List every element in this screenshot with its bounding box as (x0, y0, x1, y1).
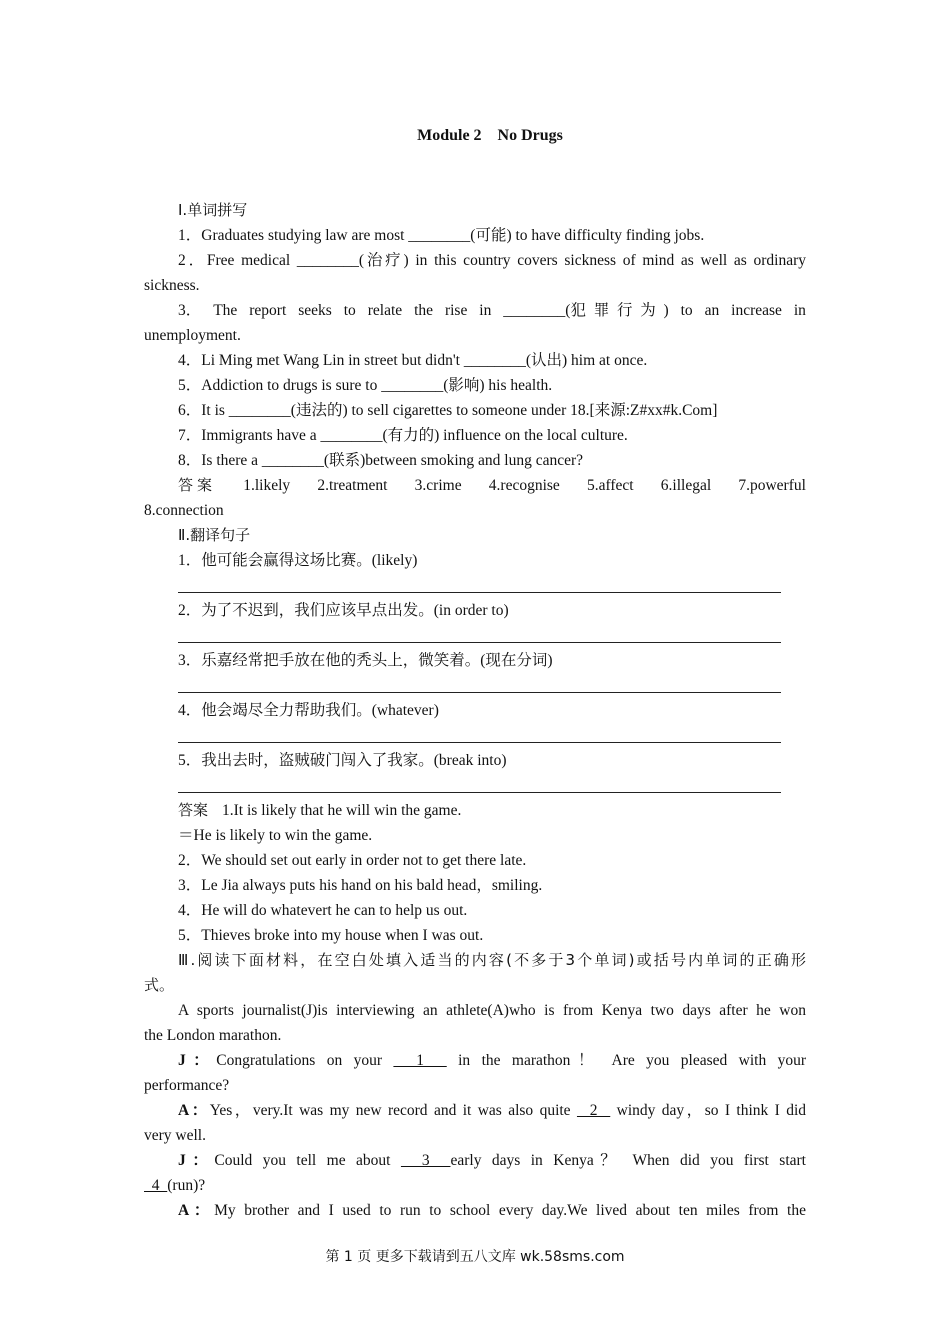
s3-dialogue-j2: J：Could you tell me about 3 early days in Kenya？ When did you first start (178, 1152, 806, 1169)
s1-question-8: 8．Is there a ________(联系)between smoking and lung cancer? (178, 452, 584, 469)
blank-3: 3 (400, 1152, 451, 1169)
speaker-label: J： (178, 1152, 215, 1169)
answer-blank-line (144, 773, 806, 798)
q3-word: rise (444, 302, 468, 319)
s3-dialogue-a2: A：My brother and I used to run to school every day.We lived about ten miles from the (178, 1202, 806, 1219)
answer-item: 1.likely (243, 477, 291, 494)
s3-dialogue-a1: A：Yes，very.It was my new record and it was also quite 2 windy day，so I think I did (178, 1102, 806, 1119)
s3-dialogue-j1-cont: performance? (144, 1077, 230, 1094)
answer-item: 4.recognise (488, 477, 560, 494)
s2-answer-1 (144, 798, 806, 823)
s3-dialogue-a1-cont: very well. (144, 1127, 206, 1144)
s2-question-1: 1．他可能会赢得这场比赛。(likely) (178, 552, 418, 569)
q3-word: seeks (298, 302, 332, 319)
s2-answer-1-alt: ＝He is likely to win the game. (178, 827, 373, 844)
q3-word: increase (731, 302, 782, 319)
s1-question-2-cont: sickness. (144, 277, 200, 294)
q3-blank-hint: ________(犯罪行为) (503, 302, 669, 319)
s1-answers-cont: 8.connection (144, 502, 224, 519)
answer-item: 3.crime (414, 477, 462, 494)
s1-question-3 (144, 298, 806, 323)
s1-question-3-cont: unemployment. (144, 327, 241, 344)
answer-blank-line (144, 573, 806, 598)
answer-item: 6.illegal (660, 477, 712, 494)
q3-word: report (249, 302, 287, 319)
s2-answer-5: 5．Thieves broke into my house when I was out. (178, 927, 484, 944)
s3-dialogue-j1: J：Congratulations on your 1 in the marathon！ Are you pleased with your (178, 1052, 806, 1069)
speaker-label: A： (178, 1202, 215, 1219)
answer-blank-line (144, 673, 806, 698)
s2-answer-2: 2．We should set out early in order not to get there late. (178, 852, 527, 869)
blank-2: 2 (576, 1102, 611, 1119)
section-1-heading: Ⅰ.单词拼写 (178, 201, 248, 219)
title-module: Module 2 (417, 127, 482, 144)
s2-question-5: 5．我出去时，盗贼破门闯入了我家。(break into) (178, 752, 507, 769)
s2-question-3: 3．乐嘉经常把手放在他的秃头上，微笑着。(现在分词) (178, 652, 553, 669)
speaker-label: A： (178, 1102, 210, 1119)
q3-word: to (680, 302, 693, 319)
q3-word: to (343, 302, 356, 319)
q3-word: the (414, 302, 434, 319)
section-2-heading: Ⅱ.翻译句子 (178, 526, 251, 544)
answer-blank-line (144, 723, 806, 748)
s3-intro-cont: the London marathon. (144, 1027, 282, 1044)
answer-item: 2.treatment (317, 477, 388, 494)
section-3-heading: Ⅲ.阅读下面材料，在空白处填入适当的内容(不多于3个单词)或括号内单词的正确形 (178, 951, 806, 969)
blank-4: 4 (144, 1177, 168, 1194)
s1-question-5: 5．Addiction to drugs is sure to ________(影响) his health. (178, 377, 553, 394)
answer-item: 5.affect (586, 477, 634, 494)
s1-answers (144, 473, 806, 498)
answer-label: 答案 (178, 801, 209, 819)
answer-blank-line (144, 623, 806, 648)
s2-answer-3: 3．Le Jia always puts his hand on his bald head，smiling. (178, 877, 543, 894)
title-topic: No Drugs (497, 127, 563, 144)
s3-dialogue-j2-cont: 4 (run)? (144, 1177, 206, 1194)
answer-text: 1.It is likely that he will win the game. (222, 802, 462, 819)
q3-word: relate (367, 302, 403, 319)
s1-question-4: 4．Li Ming met Wang Lin in street but didn't ________(认出) him at once. (178, 352, 648, 369)
s3-intro: A sports journalist(J)is interviewing an athlete(A)who is from Kenya two days after he won (178, 1002, 806, 1019)
document-body (144, 198, 806, 1223)
s2-question-2: 2．为了不迟到，我们应该早点出发。(in order to) (178, 602, 509, 619)
page-footer: 第 1 页 更多下载请到五八文库 wk.58sms.com (325, 1249, 625, 1265)
s2-answer-4: 4．He will do whatevert he can to help us out. (178, 902, 468, 919)
s2-question-4: 4．他会竭尽全力帮助我们。(whatever) (178, 702, 439, 719)
q3-word: an (704, 302, 720, 319)
section-3-heading-cont: 式。 (144, 976, 175, 994)
page-title (0, 127, 950, 145)
q3-word: in (793, 302, 806, 319)
speaker-label: J： (178, 1052, 217, 1069)
q3-number: 3． (178, 302, 202, 319)
blank-1: 1 (393, 1052, 447, 1069)
s1-question-1: 1．Graduates studying law are most ________(可能) to have difficulty finding jobs. (178, 227, 705, 244)
answer-item: 7.powerful (738, 477, 806, 494)
s1-question-2: 2．Free medical ________(治疗) in this country covers sickness of mind as well as ordinary (178, 252, 806, 269)
s1-question-7: 7．Immigrants have a ________(有力的) influence on the local culture. (178, 427, 628, 444)
q3-word: The (213, 302, 238, 319)
answer-label: 答案 (178, 476, 217, 494)
s1-question-6: 6．It is ________(违法的) to sell cigarettes to someone under 18.[来源:Z#xx#k.Com] (178, 402, 718, 419)
q3-word: in (479, 302, 492, 319)
